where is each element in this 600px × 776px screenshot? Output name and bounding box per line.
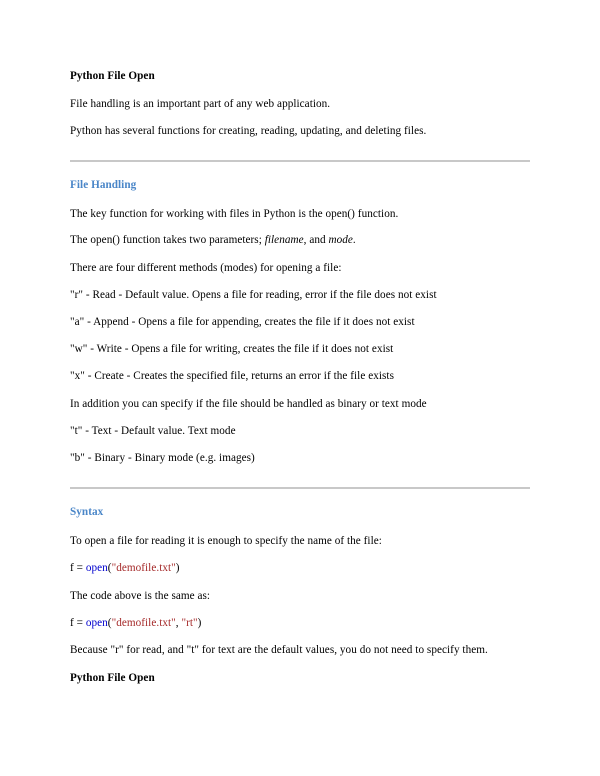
mode-item-append: "a" - Append - Opens a file for appending, creates the file if it does not exist <box>70 316 415 328</box>
code-text: ) <box>175 562 180 574</box>
param-filename: filename <box>264 234 304 246</box>
section-divider <box>70 487 530 489</box>
code-string-filename: "demofile.txt" <box>111 562 176 574</box>
mode-item-create: "x" - Create - Creates the specified file, returns an error if the file exists <box>70 370 394 382</box>
mode-item-write: "w" - Write - Opens a file for writing, creates the file if it does not exist <box>70 343 394 355</box>
code-text: ) <box>197 617 202 629</box>
code-text: , <box>175 617 182 629</box>
mode-item-binary: "b" - Binary - Binary mode (e.g. images) <box>70 452 255 464</box>
code-example-1 <box>70 561 180 575</box>
syntax-paragraph-1: To open a file for reading it is enough to specify the name of the file: <box>70 535 382 547</box>
intro-paragraph-2: Python has several functions for creating, reading, updating, and deleting files. <box>70 125 427 137</box>
code-text: f = <box>70 617 86 629</box>
syntax-paragraph-2: The code above is the same as: <box>70 590 211 602</box>
syntax-paragraph-3: Because "r" for read, and "t" for text are the default values, you do not need to specify them. <box>70 644 488 656</box>
code-function-open: open <box>85 562 108 574</box>
file-handling-paragraph-4: In addition you can specify if the file should be handled as binary or text mode <box>70 398 427 410</box>
paragraph-text: . <box>352 234 356 246</box>
code-function-open: open <box>85 617 108 629</box>
mode-item-text: "t" - Text - Default value. Text mode <box>70 425 236 437</box>
file-handling-paragraph-3: There are four different methods (modes) for opening a file: <box>70 262 342 274</box>
mode-item-read: "r" - Read - Default value. Opens a file for reading, error if the file does not exist <box>70 289 437 301</box>
code-text: f = <box>70 562 86 574</box>
code-string-filename: "demofile.txt" <box>111 617 176 629</box>
code-text: ( <box>107 617 112 629</box>
footer-title: Python File Open <box>70 672 155 684</box>
code-string-mode: "rt" <box>181 617 198 629</box>
param-mode: mode <box>328 234 353 246</box>
syntax-heading: Syntax <box>70 506 104 518</box>
file-handling-paragraph-1: The key function for working with files in Python is the open() function. <box>70 208 399 220</box>
paragraph-text: , and <box>303 234 329 246</box>
file-handling-paragraph-2 <box>70 233 356 247</box>
page-title: Python File Open <box>70 70 155 82</box>
section-divider <box>70 160 530 162</box>
code-text: ( <box>107 562 112 574</box>
file-handling-heading: File Handling <box>70 179 137 191</box>
intro-paragraph-1: File handling is an important part of any web application. <box>70 98 331 110</box>
code-example-2 <box>70 616 201 630</box>
paragraph-text: The open() function takes two parameters; <box>70 234 265 246</box>
